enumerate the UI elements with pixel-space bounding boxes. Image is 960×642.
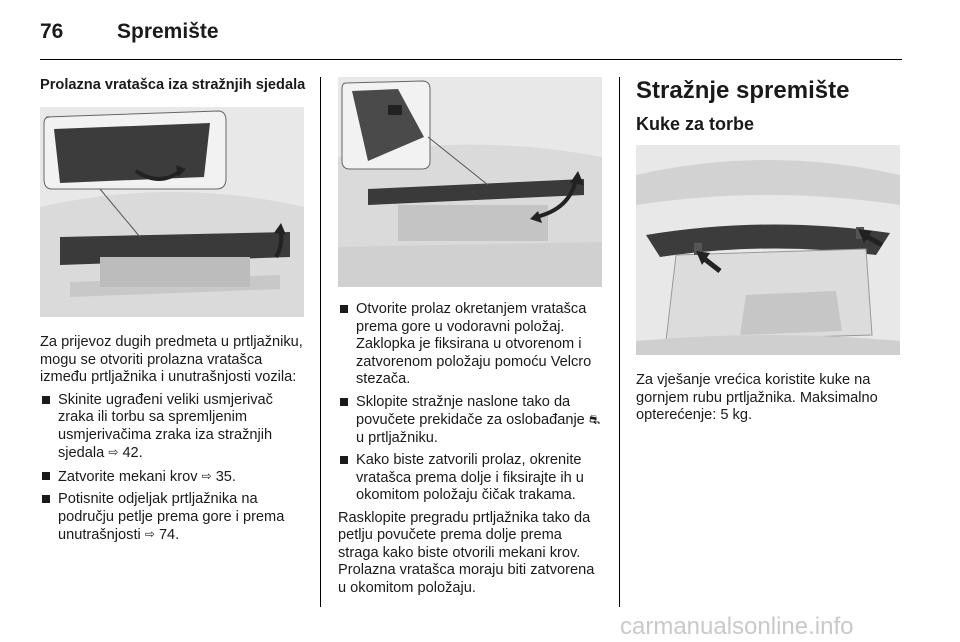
pass-through-heading: Prolazna vratašca iza stražnjih sjedala <box>40 77 306 93</box>
page-reference[interactable]: 35. <box>215 468 236 485</box>
bullet-square <box>340 456 348 464</box>
flap-opening-illustration <box>338 77 602 287</box>
pass-through-steps <box>40 392 306 545</box>
column-3 <box>636 77 904 425</box>
closing-paragraph: Rasklopite pregradu prtljažnika tako da petlju povučete prema dolje prema straga kako biste otvorili mekani krov. Prolazna vratašca moraju biti zatvorena u okomitom položaju. <box>338 509 595 596</box>
header-rule <box>40 59 902 60</box>
pass-through-intro: Za prijevoz dugih predmeta u prtljažniku, mogu se otvoriti prolazna vratašca između prtljažnika i unutrašnjosti vozila: <box>40 334 303 385</box>
rear-storage-heading: Stražnje spremište <box>636 77 850 104</box>
list-item: Skinite ugrađeni veliki usmjerivač zraka ili torbu sa spremljenim usmjerivačima zraka iza stražnjih sjedala ⇨ 42. <box>40 392 306 463</box>
column-divider-2 <box>619 77 620 607</box>
page-header <box>0 0 960 60</box>
bullet-square <box>42 396 50 404</box>
site-watermark: carmanualsonline.info <box>620 613 854 640</box>
page-number: 76 <box>40 20 64 43</box>
bag-hooks-text: Za vješanje vrećica koristite kuke na gornjem rubu prtljažnika. Maksimalno opterećenje: 5 kg. <box>636 372 878 423</box>
pass-through-illustration <box>40 107 304 317</box>
bag-hooks-heading: Kuke za torbe <box>636 114 755 134</box>
page-reference[interactable]: 74. <box>158 527 180 543</box>
list-item: Potisnite odjeljak prtljažnika na području petlje prema gore i prema unutrašnjosti ⇨ 74. <box>40 491 306 545</box>
reference-arrow-icon: ⇨ <box>144 527 155 541</box>
bullet-square <box>340 398 348 406</box>
page-reference[interactable]: 42. <box>122 445 143 461</box>
column-divider-1 <box>320 77 321 607</box>
list-item: Zatvorite mekani krov ⇨ 35. <box>40 468 306 487</box>
bullet-square <box>42 472 50 480</box>
column-1 <box>40 77 306 545</box>
seat-release-icon: ⛐ <box>588 412 601 427</box>
list-item: Otvorite prolaz okretanjem vratašca prema gore u vodoravni položaj. Zaklopka je fiksirana u otvorenom i zatvorenom položaju pomoću Velcro stezača. <box>338 301 604 389</box>
list-item: Kako biste zatvorili prolaz, okrenite vratašca prema dolje i fiksirajte ih u okomitom položaju čičak trakama. <box>338 452 604 505</box>
bullet-square <box>340 305 348 313</box>
bag-hooks-illustration <box>636 145 900 355</box>
column-2 <box>338 77 604 597</box>
flap-steps <box>338 301 604 505</box>
bullet-square <box>42 495 50 503</box>
list-item: Sklopite stražnje naslone tako da povučete prekidače za oslobađanje ⛐ u prtljažniku. <box>338 394 604 448</box>
section-title: Spremište <box>117 20 219 43</box>
reference-arrow-icon: ⇨ <box>201 468 212 483</box>
reference-arrow-icon: ⇨ <box>108 445 119 459</box>
